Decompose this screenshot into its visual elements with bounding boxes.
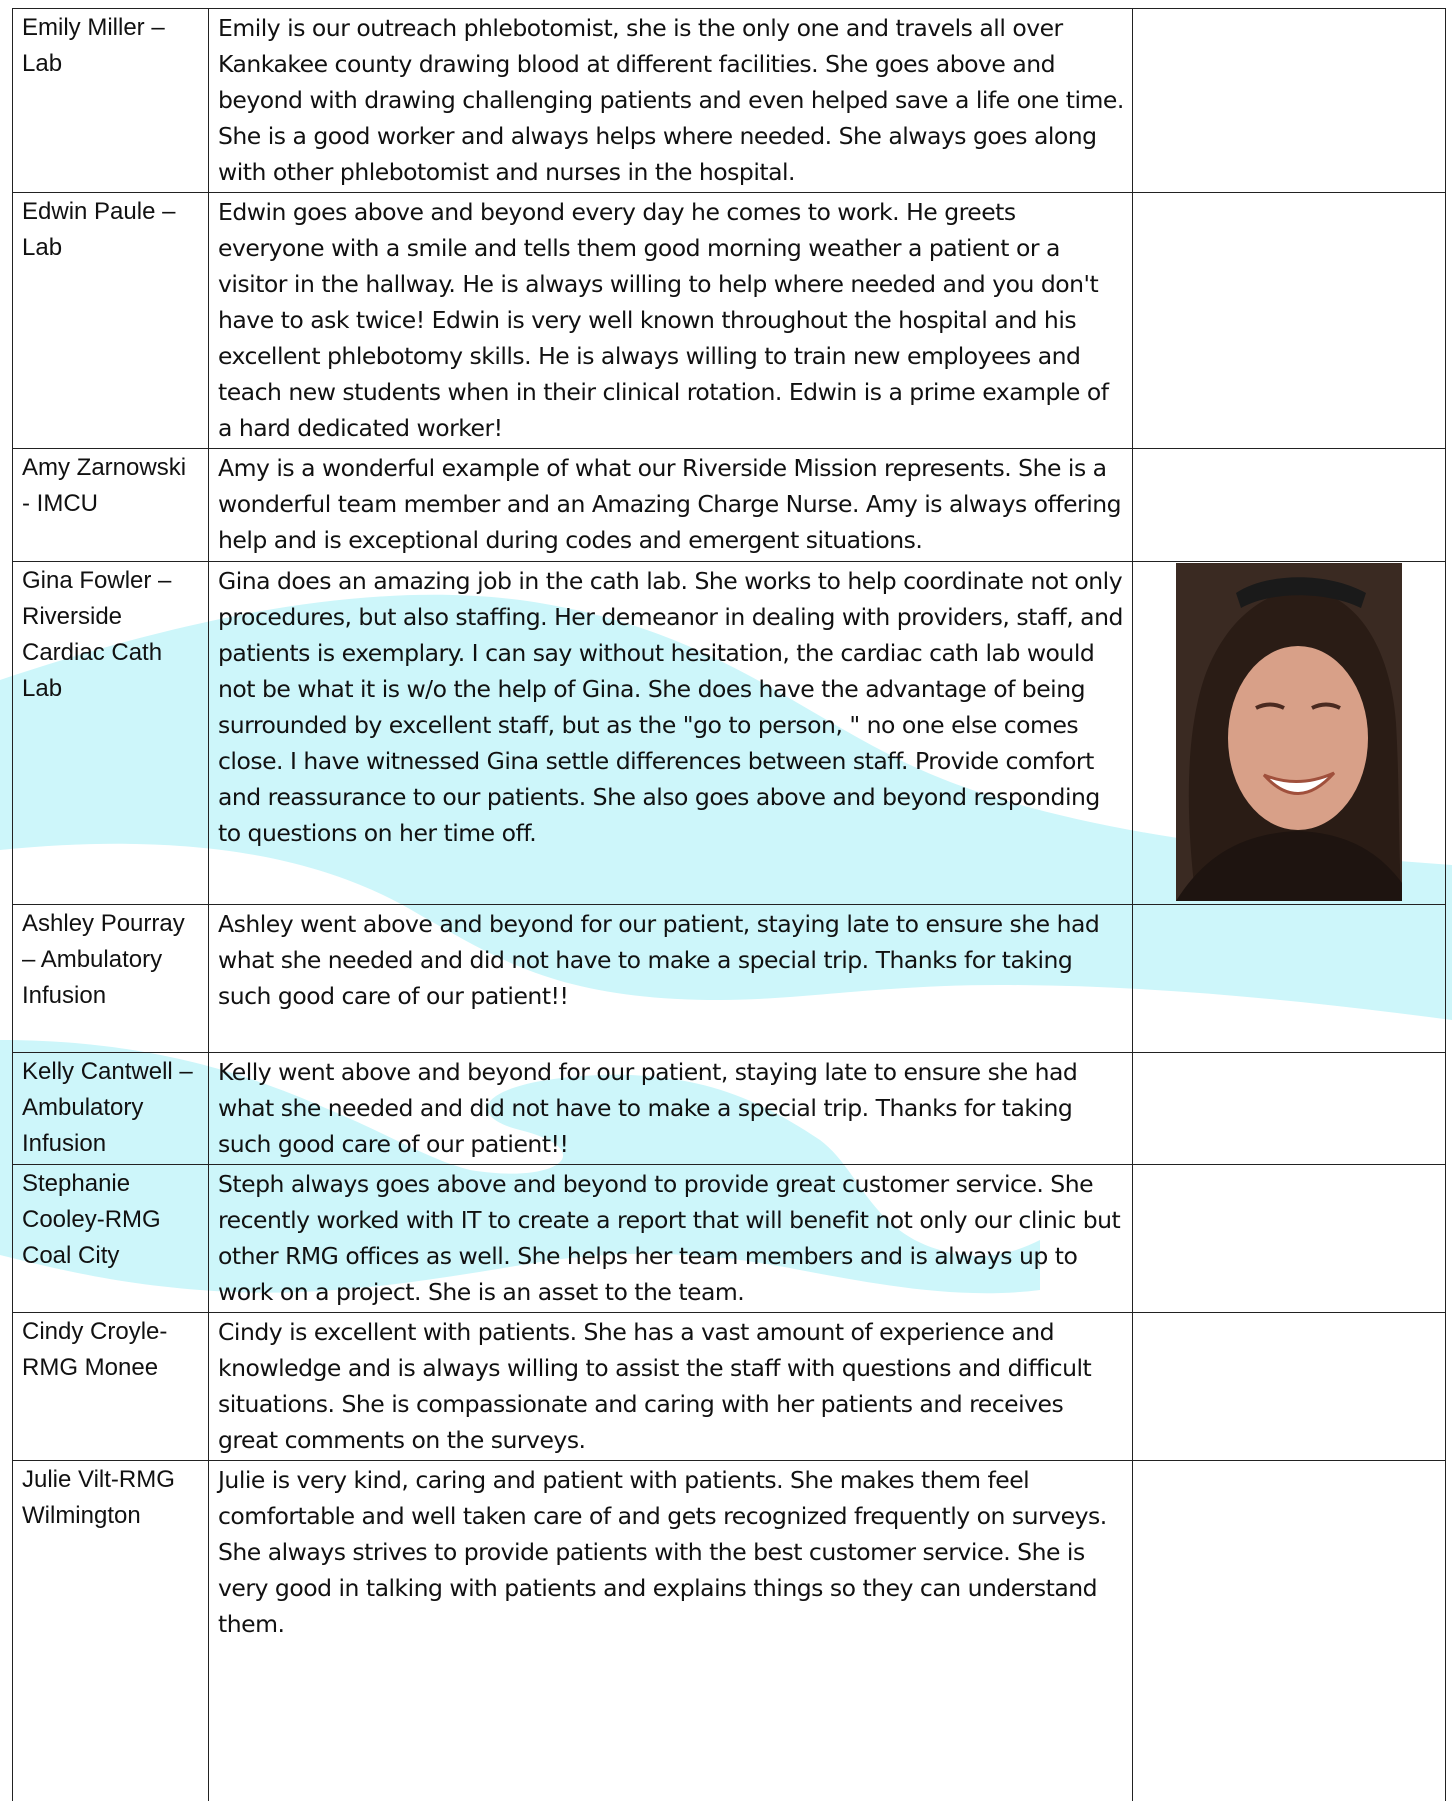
photo-cell-empty	[1133, 193, 1446, 449]
table-row	[13, 1313, 1446, 1461]
table-row	[13, 1165, 1446, 1313]
table-row	[13, 1053, 1446, 1165]
table-row	[13, 193, 1446, 449]
table-row	[13, 1461, 1446, 1801]
photo-cell	[1133, 562, 1446, 905]
table-row	[13, 9, 1446, 193]
photo-cell-empty	[1133, 1053, 1446, 1165]
recognition-description: Emily is our outreach phlebotomist, she is the only one and travels all over Kankakee county drawing blood at different facilities. She goes above and beyond with drawing challenging patients and even helped save a life one time. She is a good worker and always helps where needed. She always goes along with other phlebotomist and nurses in the hospital.	[209, 9, 1133, 193]
employee-name: Edwin Paule – Lab	[13, 193, 209, 449]
employee-name: Emily Miller – Lab	[13, 9, 209, 193]
photo-cell-empty	[1133, 905, 1446, 1053]
employee-name: Stephanie Cooley-RMG Coal City	[13, 1165, 209, 1313]
photo-cell-empty	[1133, 9, 1446, 193]
employee-name: Kelly Cantwell – Ambulatory Infusion	[13, 1053, 209, 1165]
photo-cell-empty	[1133, 1461, 1446, 1801]
employee-name: Amy Zarnowski - IMCU	[13, 449, 209, 562]
recognition-description: Steph always goes above and beyond to provide great customer service. She recently worked with IT to create a report that will benefit not only our clinic but other RMG offices as well. She helps her team members and is always up to work on a project. She is an asset to the team.	[209, 1165, 1133, 1313]
recognition-description: Cindy is excellent with patients. She has a vast amount of experience and knowledge and is always willing to assist the staff with questions and difficult situations. She is compassionate and caring with her patients and receives great comments on the surveys.	[209, 1313, 1133, 1461]
table-row	[13, 562, 1446, 905]
employee-name: Cindy Croyle-RMG Monee	[13, 1313, 209, 1461]
recognition-description: Edwin goes above and beyond every day he comes to work. He greets everyone with a smile and tells them good morning weather a patient or a visitor in the hallway. He is always willing to help where needed and you don't have to ask twice! Edwin is very well known throughout the hospital and his excellent phlebotomy skills. He is always willing to train new employees and teach new students when in their clinical rotation. Edwin is a prime example of a hard dedicated worker!	[209, 193, 1133, 449]
photo-cell-empty	[1133, 1313, 1446, 1461]
recognition-description: Amy is a wonderful example of what our Riverside Mission represents. She is a wonderful team member and an Amazing Charge Nurse. Amy is always offering help and is exceptional during codes and emergent situations.	[209, 449, 1133, 562]
recognition-description: Kelly went above and beyond for our patient, staying late to ensure she had what she needed and did not have to make a special trip. Thanks for taking such good care of our patient!!	[209, 1053, 1133, 1165]
portrait-photo-icon	[1176, 563, 1402, 901]
photo-cell-empty	[1133, 449, 1446, 562]
table-row	[13, 905, 1446, 1053]
table-row	[13, 449, 1446, 562]
photo-face	[1228, 646, 1368, 830]
recognition-table	[12, 8, 1446, 1801]
recognition-description: Gina does an amazing job in the cath lab. She works to help coordinate not only procedures, but also staffing. Her demeanor in dealing with providers, staff, and patients is exemplary. I can say without hesitation, the cardiac cath lab would not be what it is w/o the help of Gina. She does have the advantage of being surrounded by excellent staff, but as the "go to person, " no one else comes close. I have witnessed Gina settle differences between staff. Provide comfort and reassurance to our patients. She also goes above and beyond responding to questions on her time off.	[209, 562, 1133, 905]
employee-name: Julie Vilt-RMG Wilmington	[13, 1461, 209, 1801]
employee-name: Ashley Pourray – Ambulatory Infusion	[13, 905, 209, 1053]
recognition-description: Ashley went above and beyond for our patient, staying late to ensure she had what she needed and did not have to make a special trip. Thanks for taking such good care of our patient!!	[209, 905, 1133, 1053]
photo-cell-empty	[1133, 1165, 1446, 1313]
employee-name: Gina Fowler – Riverside Cardiac Cath Lab	[13, 562, 209, 905]
recognition-description: Julie is very kind, caring and patient with patients. She makes them feel comfortable and well taken care of and gets recognized frequently on surveys. She always strives to provide patients with the best customer service. She is very good in talking with patients and explains things so they can understand them.	[209, 1461, 1133, 1801]
